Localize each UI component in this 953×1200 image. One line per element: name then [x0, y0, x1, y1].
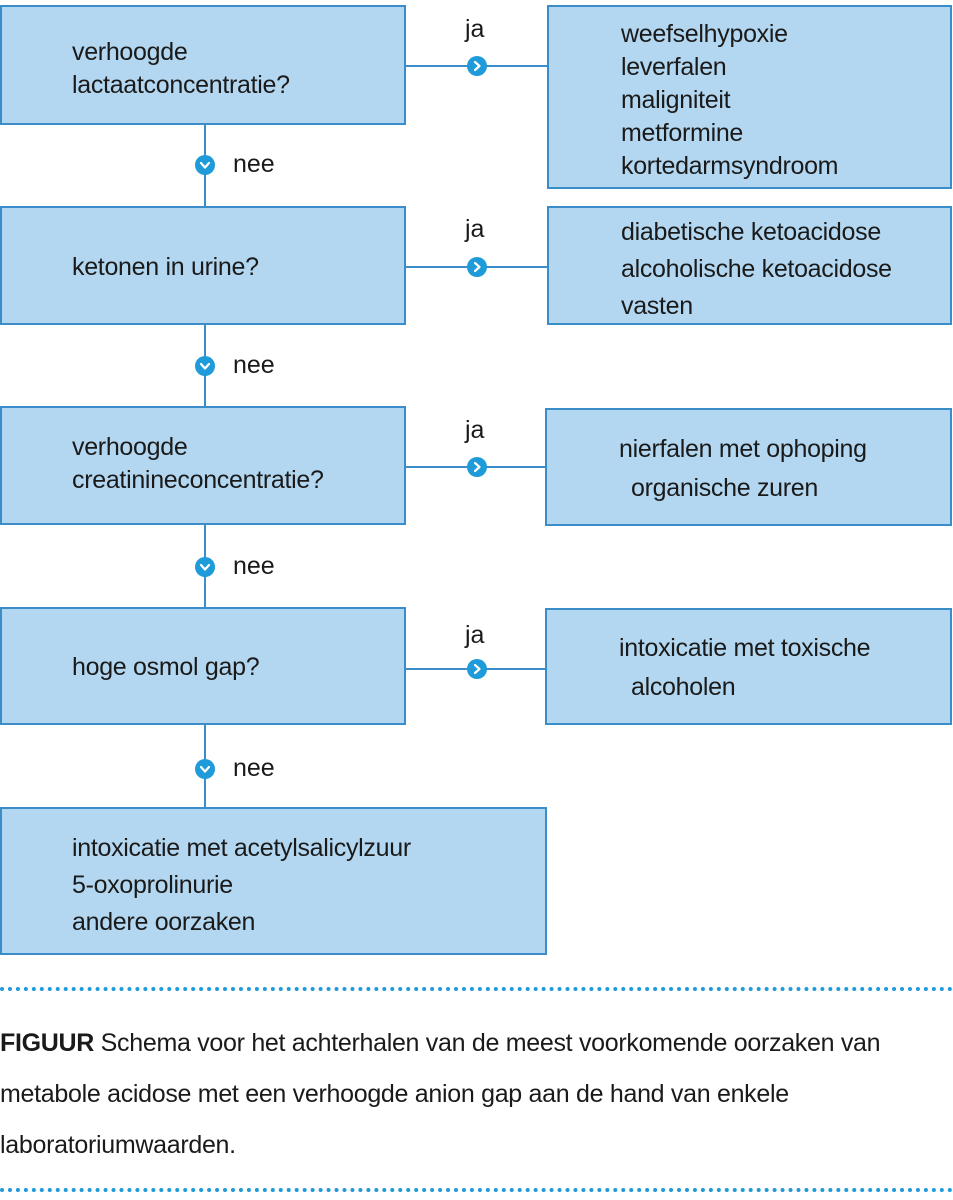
- yes-label: ja: [465, 15, 485, 43]
- final-box: [0, 807, 547, 955]
- yes-label: ja: [465, 621, 485, 649]
- yes-label: ja: [465, 215, 485, 243]
- chevron-right-icon: [467, 257, 487, 277]
- caption-text: Schema voor het achterhalen van de meest voorkomende oorzaken van metabole acidose met een verhoogde anion gap aan de hand van enkele laboratoriumwaarden.: [0, 1029, 881, 1159]
- no-label: nee: [233, 552, 275, 580]
- outcome-text: metformine: [621, 119, 744, 147]
- question-box-4: [0, 607, 406, 725]
- figure-caption: [0, 1018, 945, 1171]
- outcome-box-2: [547, 206, 952, 325]
- yes-label: ja: [465, 416, 485, 444]
- outcome-box-4: [545, 608, 952, 725]
- question-box-3: [0, 406, 406, 525]
- outcome-text: kortedarmsyndroom: [621, 152, 839, 180]
- question-text: ketonen in urine?: [72, 253, 259, 281]
- final-text: 5-oxoprolinurie: [72, 871, 233, 899]
- chevron-down-icon: [195, 155, 215, 175]
- question-box-1: [0, 5, 406, 125]
- question-text: verhoogde: [72, 38, 188, 66]
- caption-label: FIGUUR: [0, 1029, 95, 1057]
- chevron-right-icon: [467, 659, 487, 679]
- outcome-text: alcoholen: [631, 673, 736, 701]
- question-box-2: [0, 206, 406, 325]
- outcome-text: alcoholische ketoacidose: [621, 255, 892, 283]
- no-label: nee: [233, 150, 275, 178]
- chevron-right-icon: [467, 457, 487, 477]
- no-label: nee: [233, 754, 275, 782]
- outcome-text: vasten: [621, 292, 693, 320]
- final-text: intoxicatie met acetylsalicylzuur: [72, 834, 411, 862]
- outcome-box-1: [547, 5, 952, 189]
- outcome-text: weefselhypoxie: [621, 20, 788, 48]
- final-text: andere oorzaken: [72, 908, 256, 936]
- chevron-down-icon: [195, 759, 215, 779]
- question-text: hoge osmol gap?: [72, 653, 260, 681]
- chevron-right-icon: [467, 56, 487, 76]
- outcome-text: leverfalen: [621, 53, 727, 81]
- no-label: nee: [233, 351, 275, 379]
- caption-divider-bottom: [0, 1188, 953, 1192]
- caption-divider-top: [0, 987, 953, 991]
- outcome-text: maligniteit: [621, 86, 731, 114]
- outcome-box-3: [545, 408, 952, 526]
- outcome-text: diabetische ketoacidose: [621, 218, 881, 246]
- outcome-text: intoxicatie met toxische: [619, 634, 871, 662]
- outcome-text: nierfalen met ophoping: [619, 435, 867, 463]
- chevron-down-icon: [195, 356, 215, 376]
- chevron-down-icon: [195, 557, 215, 577]
- question-text: creatinineconcentratie?: [72, 466, 324, 494]
- outcome-text: organische zuren: [631, 474, 818, 502]
- question-text: verhoogde: [72, 433, 188, 461]
- question-text: lactaatconcentratie?: [72, 71, 290, 99]
